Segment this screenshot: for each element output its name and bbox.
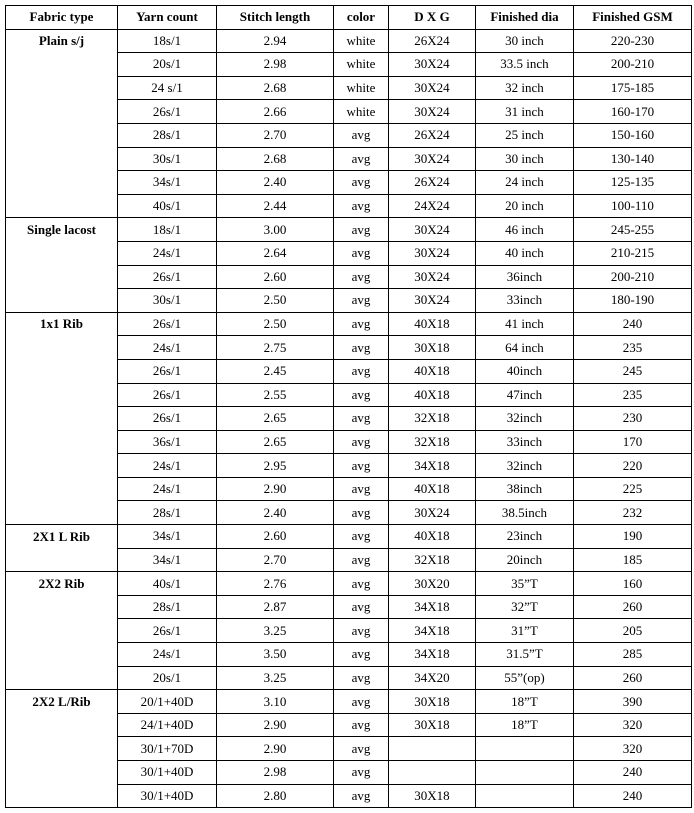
cell-finished-gsm: 285 [574,643,692,667]
cell-yarn-count: 34s/1 [118,171,217,195]
table-row [6,572,692,596]
cell-stitch-length: 2.65 [217,430,334,454]
cell-finished-dia: 33inch [476,289,574,313]
cell-stitch-length: 2.90 [217,477,334,501]
cell-fabric-type [6,407,118,431]
cell-finished-gsm: 130-140 [574,147,692,171]
table-row [6,147,692,171]
cell-finished-dia: 47inch [476,383,574,407]
cell-yarn-count: 24s/1 [118,241,217,265]
cell-finished-dia: 30 inch [476,29,574,53]
cell-yarn-count: 24/1+40D [118,713,217,737]
cell-yarn-count: 36s/1 [118,430,217,454]
cell-dxg: 30X24 [389,289,476,313]
cell-finished-dia: 30 inch [476,147,574,171]
cell-yarn-count: 26s/1 [118,265,217,289]
cell-yarn-count: 20s/1 [118,53,217,77]
cell-color: avg [334,713,389,737]
cell-color: avg [334,477,389,501]
cell-yarn-count: 26s/1 [118,407,217,431]
cell-yarn-count: 20/1+40D [118,690,217,714]
cell-dxg: 32X18 [389,407,476,431]
header-dxg: D X G [389,6,476,30]
cell-dxg [389,737,476,761]
cell-color: avg [334,171,389,195]
cell-color: avg [334,383,389,407]
cell-dxg: 30X24 [389,100,476,124]
fabric-spec-table-wrapper [5,5,692,808]
table-row [6,100,692,124]
cell-finished-dia: 18”T [476,690,574,714]
cell-yarn-count: 28s/1 [118,595,217,619]
table-body [6,29,692,808]
cell-finished-gsm: 175-185 [574,76,692,100]
header-stitch-length: Stitch length [217,6,334,30]
cell-finished-dia: 64 inch [476,336,574,360]
header-yarn-count: Yarn count [118,6,217,30]
header-finished-gsm: Finished GSM [574,6,692,30]
cell-dxg: 30X18 [389,336,476,360]
cell-fabric-type [6,548,118,572]
cell-fabric-type: 2X1 L Rib [6,525,118,549]
cell-dxg: 30X18 [389,784,476,808]
cell-stitch-length: 2.70 [217,123,334,147]
cell-yarn-count: 30/1+40D [118,761,217,785]
cell-finished-gsm: 170 [574,430,692,454]
table-row [6,312,692,336]
cell-finished-gsm: 235 [574,383,692,407]
cell-color: avg [334,336,389,360]
cell-yarn-count: 24s/1 [118,477,217,501]
cell-stitch-length: 2.45 [217,359,334,383]
cell-yarn-count: 26s/1 [118,383,217,407]
cell-stitch-length: 2.44 [217,194,334,218]
cell-dxg: 34X18 [389,595,476,619]
cell-yarn-count: 26s/1 [118,619,217,643]
cell-fabric-type [6,100,118,124]
cell-color: avg [334,548,389,572]
cell-dxg: 40X18 [389,359,476,383]
cell-stitch-length: 2.76 [217,572,334,596]
cell-yarn-count: 34s/1 [118,548,217,572]
cell-finished-dia: 24 inch [476,171,574,195]
cell-fabric-type: 2X2 L/Rib [6,690,118,714]
cell-fabric-type [6,241,118,265]
table-row [6,359,692,383]
cell-color: avg [334,407,389,431]
cell-color: white [334,53,389,77]
cell-stitch-length: 2.94 [217,29,334,53]
cell-stitch-length: 2.80 [217,784,334,808]
cell-stitch-length: 2.90 [217,737,334,761]
cell-color: avg [334,737,389,761]
cell-color: avg [334,147,389,171]
cell-stitch-length: 2.68 [217,76,334,100]
header-row [6,6,692,30]
cell-stitch-length: 2.75 [217,336,334,360]
cell-dxg: 40X18 [389,312,476,336]
cell-finished-dia: 32inch [476,454,574,478]
cell-fabric-type [6,194,118,218]
cell-yarn-count: 30s/1 [118,289,217,313]
table-row [6,265,692,289]
cell-finished-gsm: 100-110 [574,194,692,218]
cell-dxg: 32X18 [389,548,476,572]
cell-fabric-type [6,171,118,195]
table-row [6,454,692,478]
cell-dxg: 30X24 [389,53,476,77]
cell-color: avg [334,289,389,313]
cell-finished-dia: 40inch [476,359,574,383]
cell-fabric-type [6,76,118,100]
cell-fabric-type [6,737,118,761]
cell-fabric-type [6,53,118,77]
cell-dxg: 30X24 [389,241,476,265]
cell-stitch-length: 3.50 [217,643,334,667]
table-row [6,123,692,147]
cell-finished-dia: 38.5inch [476,501,574,525]
cell-stitch-length: 2.40 [217,171,334,195]
cell-finished-dia: 20 inch [476,194,574,218]
cell-finished-gsm: 220 [574,454,692,478]
table-row [6,619,692,643]
cell-stitch-length: 2.40 [217,501,334,525]
cell-fabric-type [6,643,118,667]
cell-stitch-length: 2.98 [217,761,334,785]
cell-finished-dia: 38inch [476,477,574,501]
table-row [6,548,692,572]
cell-finished-gsm: 160-170 [574,100,692,124]
cell-finished-dia: 46 inch [476,218,574,242]
cell-stitch-length: 2.87 [217,595,334,619]
cell-stitch-length: 3.25 [217,619,334,643]
cell-finished-dia: 32 inch [476,76,574,100]
cell-stitch-length: 3.00 [217,218,334,242]
cell-finished-dia: 31”T [476,619,574,643]
cell-finished-gsm: 245-255 [574,218,692,242]
cell-yarn-count: 30/1+40D [118,784,217,808]
cell-dxg: 24X24 [389,194,476,218]
table-row [6,289,692,313]
cell-color: avg [334,218,389,242]
cell-yarn-count: 26s/1 [118,312,217,336]
cell-color: avg [334,761,389,785]
table-row [6,171,692,195]
cell-finished-dia: 25 inch [476,123,574,147]
cell-dxg: 30X18 [389,713,476,737]
table-row [6,53,692,77]
cell-dxg: 34X18 [389,619,476,643]
cell-color: avg [334,690,389,714]
cell-finished-dia [476,784,574,808]
cell-finished-dia: 33.5 inch [476,53,574,77]
cell-color: avg [334,312,389,336]
cell-stitch-length: 2.50 [217,312,334,336]
table-row [6,383,692,407]
cell-fabric-type [6,336,118,360]
cell-yarn-count: 28s/1 [118,501,217,525]
cell-finished-gsm: 390 [574,690,692,714]
cell-yarn-count: 26s/1 [118,100,217,124]
cell-color: avg [334,194,389,218]
cell-stitch-length: 2.95 [217,454,334,478]
cell-yarn-count: 34s/1 [118,525,217,549]
cell-finished-gsm: 245 [574,359,692,383]
cell-finished-dia [476,737,574,761]
cell-finished-dia: 32inch [476,407,574,431]
cell-color: white [334,76,389,100]
cell-color: avg [334,525,389,549]
cell-dxg: 40X18 [389,525,476,549]
cell-fabric-type [6,147,118,171]
cell-finished-gsm: 240 [574,784,692,808]
cell-stitch-length: 2.68 [217,147,334,171]
cell-yarn-count: 24 s/1 [118,76,217,100]
cell-finished-gsm: 240 [574,761,692,785]
cell-finished-gsm: 180-190 [574,289,692,313]
cell-finished-gsm: 190 [574,525,692,549]
cell-stitch-length: 2.98 [217,53,334,77]
cell-yarn-count: 24s/1 [118,336,217,360]
cell-color: avg [334,666,389,690]
cell-color: white [334,100,389,124]
cell-color: avg [334,643,389,667]
cell-finished-gsm: 260 [574,666,692,690]
cell-finished-dia: 31 inch [476,100,574,124]
table-row [6,690,692,714]
table-row [6,29,692,53]
cell-fabric-type [6,383,118,407]
cell-finished-dia: 18”T [476,713,574,737]
table-row [6,407,692,431]
cell-finished-gsm: 185 [574,548,692,572]
cell-dxg: 30X24 [389,218,476,242]
cell-finished-gsm: 210-215 [574,241,692,265]
cell-stitch-length: 2.55 [217,383,334,407]
cell-color: white [334,29,389,53]
fabric-spec-table [5,5,692,808]
cell-stitch-length: 3.25 [217,666,334,690]
cell-color: avg [334,501,389,525]
cell-fabric-type: Plain s/j [6,29,118,53]
cell-dxg: 34X18 [389,643,476,667]
cell-finished-gsm: 160 [574,572,692,596]
cell-dxg: 30X24 [389,147,476,171]
cell-dxg: 40X18 [389,383,476,407]
cell-stitch-length: 2.64 [217,241,334,265]
table-row [6,430,692,454]
cell-stitch-length: 2.70 [217,548,334,572]
cell-finished-dia: 55”(op) [476,666,574,690]
cell-fabric-type [6,123,118,147]
table-row [6,194,692,218]
cell-fabric-type [6,784,118,808]
cell-finished-gsm: 205 [574,619,692,643]
cell-dxg: 26X24 [389,171,476,195]
cell-color: avg [334,595,389,619]
cell-dxg: 26X24 [389,123,476,147]
cell-yarn-count: 24s/1 [118,454,217,478]
cell-color: avg [334,241,389,265]
cell-color: avg [334,359,389,383]
header-fabric-type: Fabric type [6,6,118,30]
table-row [6,737,692,761]
cell-yarn-count: 30/1+70D [118,737,217,761]
cell-fabric-type [6,359,118,383]
cell-stitch-length: 2.60 [217,525,334,549]
table-row [6,525,692,549]
cell-finished-dia: 32”T [476,595,574,619]
cell-yarn-count: 18s/1 [118,218,217,242]
cell-dxg [389,761,476,785]
cell-fabric-type [6,265,118,289]
cell-finished-gsm: 240 [574,312,692,336]
cell-color: avg [334,454,389,478]
cell-fabric-type [6,289,118,313]
cell-color: avg [334,123,389,147]
cell-finished-dia: 31.5”T [476,643,574,667]
cell-finished-gsm: 200-210 [574,265,692,289]
cell-dxg: 30X24 [389,501,476,525]
cell-finished-gsm: 150-160 [574,123,692,147]
cell-color: avg [334,619,389,643]
cell-stitch-length: 2.65 [217,407,334,431]
cell-fabric-type [6,619,118,643]
cell-color: avg [334,265,389,289]
cell-yarn-count: 18s/1 [118,29,217,53]
cell-finished-gsm: 125-135 [574,171,692,195]
cell-fabric-type [6,761,118,785]
cell-dxg: 30X20 [389,572,476,596]
cell-fabric-type: 1x1 Rib [6,312,118,336]
cell-yarn-count: 28s/1 [118,123,217,147]
cell-finished-gsm: 320 [574,737,692,761]
cell-dxg: 34X20 [389,666,476,690]
cell-finished-dia: 41 inch [476,312,574,336]
table-row [6,761,692,785]
cell-dxg: 32X18 [389,430,476,454]
cell-color: avg [334,430,389,454]
cell-finished-gsm: 260 [574,595,692,619]
table-row [6,241,692,265]
cell-dxg: 30X24 [389,76,476,100]
table-row [6,76,692,100]
cell-finished-dia: 23inch [476,525,574,549]
cell-stitch-length: 2.60 [217,265,334,289]
cell-finished-dia [476,761,574,785]
cell-yarn-count: 26s/1 [118,359,217,383]
cell-finished-gsm: 220-230 [574,29,692,53]
cell-stitch-length: 2.66 [217,100,334,124]
cell-fabric-type [6,595,118,619]
header-finished-dia: Finished dia [476,6,574,30]
table-row [6,643,692,667]
cell-finished-dia: 33inch [476,430,574,454]
table-row [6,501,692,525]
cell-finished-gsm: 200-210 [574,53,692,77]
table-row [6,477,692,501]
cell-finished-gsm: 320 [574,713,692,737]
cell-fabric-type [6,430,118,454]
table-row [6,784,692,808]
cell-fabric-type [6,713,118,737]
cell-stitch-length: 2.50 [217,289,334,313]
cell-fabric-type [6,477,118,501]
cell-dxg: 26X24 [389,29,476,53]
table-row [6,336,692,360]
cell-finished-dia: 40 inch [476,241,574,265]
cell-yarn-count: 24s/1 [118,643,217,667]
cell-yarn-count: 20s/1 [118,666,217,690]
cell-finished-dia: 20inch [476,548,574,572]
cell-fabric-type [6,454,118,478]
cell-stitch-length: 3.10 [217,690,334,714]
cell-dxg: 34X18 [389,454,476,478]
cell-dxg: 30X24 [389,265,476,289]
cell-finished-gsm: 225 [574,477,692,501]
cell-color: avg [334,572,389,596]
cell-fabric-type [6,666,118,690]
cell-fabric-type: Single lacost [6,218,118,242]
cell-yarn-count: 40s/1 [118,194,217,218]
cell-fabric-type [6,501,118,525]
cell-color: avg [334,784,389,808]
cell-finished-gsm: 232 [574,501,692,525]
header-color: color [334,6,389,30]
cell-yarn-count: 40s/1 [118,572,217,596]
cell-stitch-length: 2.90 [217,713,334,737]
cell-finished-gsm: 230 [574,407,692,431]
cell-yarn-count: 30s/1 [118,147,217,171]
cell-dxg: 30X18 [389,690,476,714]
table-row [6,595,692,619]
cell-dxg: 40X18 [389,477,476,501]
cell-finished-dia: 35”T [476,572,574,596]
cell-finished-gsm: 235 [574,336,692,360]
table-row [6,218,692,242]
table-row [6,713,692,737]
table-row [6,666,692,690]
cell-finished-dia: 36inch [476,265,574,289]
cell-fabric-type: 2X2 Rib [6,572,118,596]
